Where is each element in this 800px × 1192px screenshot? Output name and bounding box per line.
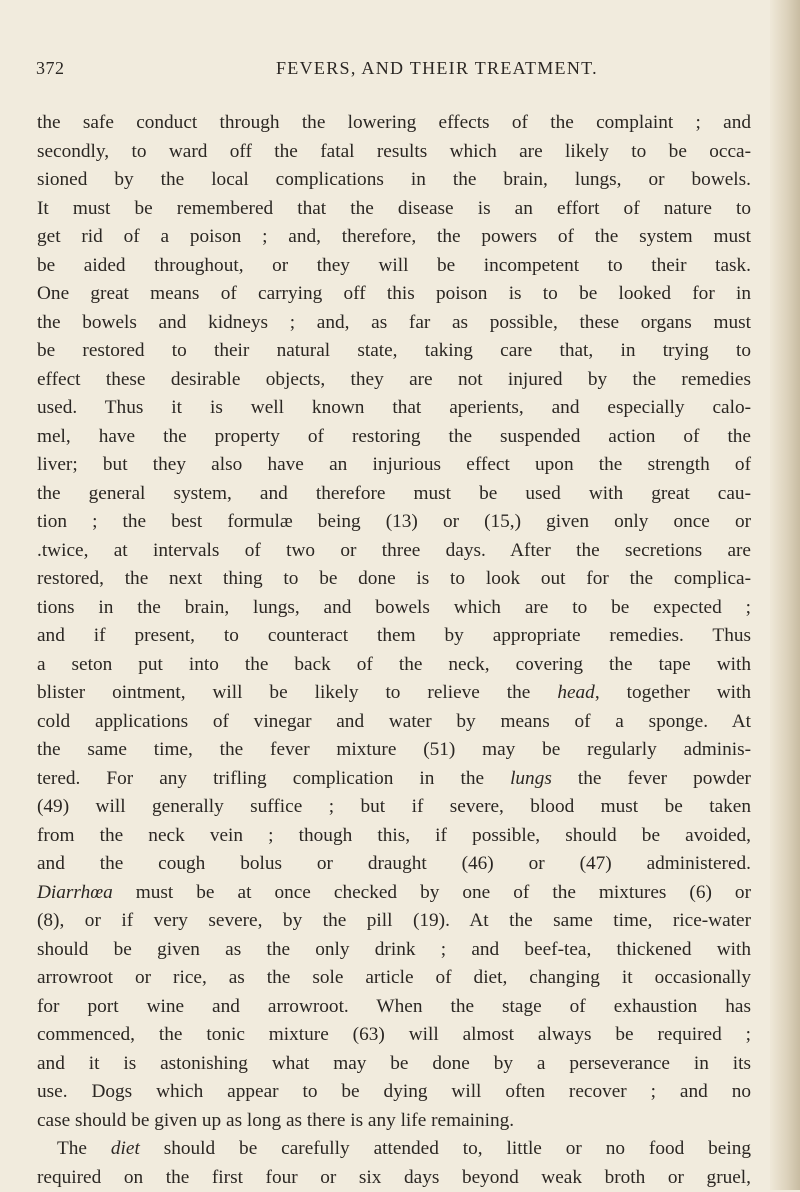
- text-span: the fever powder: [552, 768, 751, 789]
- text-span: One great means of carrying off this poison is to be looked for in: [37, 283, 751, 304]
- italic-text: Diarrhœa: [37, 882, 113, 903]
- text-line: [37, 138, 751, 167]
- text-line: [37, 166, 751, 195]
- text-span: tions in the brain, lungs, and bowels which are to be expected ;: [37, 597, 751, 618]
- text-span: tered. For any trifling complication in the: [37, 768, 510, 789]
- page-edge-shadow: [770, 0, 800, 1190]
- text-span: , together with: [595, 682, 751, 703]
- italic-text: diet: [111, 1138, 140, 1159]
- text-span: and the cough bolus or draught (46) or (47) administered.: [37, 853, 751, 874]
- italic-text: head: [557, 682, 594, 703]
- text-line: [37, 1078, 751, 1107]
- text-span: restored, the next thing to be done is to look out for the complica-: [37, 568, 751, 589]
- text-span: should be carefully attended to, little or no food being: [140, 1138, 751, 1159]
- text-span: be restored to their natural state, taking care that, in trying to: [37, 340, 751, 361]
- text-span: It must be remembered that the disease is an effort of nature to: [37, 198, 751, 219]
- text-span: the general system, and therefore must be used with great cau-: [37, 483, 751, 504]
- text-line: [37, 309, 751, 338]
- text-line: [37, 280, 751, 309]
- text-line: [37, 109, 751, 138]
- text-span: a seton put into the back of the neck, covering the tape with: [37, 654, 751, 675]
- text-span: tion ; the best formulæ being (13) or (15,) given only once or: [37, 511, 751, 532]
- text-line: [37, 252, 751, 281]
- text-span: get rid of a poison ; and, therefore, the powers of the system must: [37, 226, 751, 247]
- text-line: [37, 765, 751, 794]
- text-line: [37, 993, 751, 1022]
- text-span: secondly, to ward off the fatal results which are likely to be occa-: [37, 141, 751, 162]
- text-span: arrowroot or rice, as the sole article of diet, changing it occasionally: [37, 967, 751, 988]
- text-span: commenced, the tonic mixture (63) will almost always be required ;: [37, 1024, 751, 1045]
- text-line: [37, 366, 751, 395]
- text-span: sioned by the local complications in the brain, lungs, or bowels.: [37, 169, 751, 190]
- text-line: [37, 423, 751, 452]
- text-line: [37, 651, 751, 680]
- text-line: [37, 793, 751, 822]
- text-span: and it is astonishing what may be done by a perseverance in its: [37, 1053, 751, 1074]
- text-line: [37, 850, 751, 879]
- running-header: [36, 58, 736, 88]
- text-line: [37, 964, 751, 993]
- text-line: [37, 879, 751, 908]
- text-span: The: [57, 1138, 111, 1159]
- italic-text: lungs: [510, 768, 552, 789]
- page-number: 372: [36, 58, 65, 79]
- text-line: [37, 451, 751, 480]
- text-line: [37, 565, 751, 594]
- text-span: cold applications of vinegar and water by means of a sponge. At: [37, 711, 751, 732]
- text-span: the safe conduct through the lowering effects of the complaint ; and: [37, 112, 751, 133]
- text-span: the same time, the fever mixture (51) may be regularly adminis-: [37, 739, 751, 760]
- text-span: liver; but they also have an injurious effect upon the strength of: [37, 454, 751, 475]
- text-span: and if present, to counteract them by appropriate remedies. Thus: [37, 625, 751, 646]
- text-span: for port wine and arrowroot. When the stage of exhaustion has: [37, 996, 751, 1017]
- body-text: [37, 109, 751, 1192]
- text-span: effect these desirable objects, they are not injured by the remedies: [37, 369, 751, 390]
- text-line: [37, 936, 751, 965]
- text-line: [37, 622, 751, 651]
- text-span: blister ointment, will be likely to relieve the: [37, 682, 557, 703]
- text-span: (8), or if very severe, by the pill (19). At the same time, rice-water: [37, 910, 751, 931]
- text-line: [37, 1050, 751, 1079]
- text-span: use. Dogs which appear to be dying will often recover ; and no: [37, 1081, 751, 1102]
- text-span: used. Thus it is well known that aperients, and especially calo-: [37, 397, 751, 418]
- text-line: [37, 1164, 751, 1192]
- text-line: [37, 223, 751, 252]
- text-line: [37, 594, 751, 623]
- text-line: [37, 708, 751, 737]
- text-line: [37, 195, 751, 224]
- text-line: [37, 1135, 751, 1164]
- text-line: [37, 736, 751, 765]
- text-span: case should be given up as long as there is any life remaining.: [37, 1110, 514, 1131]
- text-span: .twice, at intervals of two or three days. After the secretions are: [37, 540, 751, 561]
- text-line: [37, 337, 751, 366]
- text-line: [37, 907, 751, 936]
- text-span: from the neck vein ; though this, if possible, should be avoided,: [37, 825, 751, 846]
- text-line: [37, 394, 751, 423]
- text-line: [37, 1021, 751, 1050]
- text-line: [37, 822, 751, 851]
- running-title: FEVERS, AND THEIR TREATMENT.: [276, 58, 598, 79]
- text-line: [37, 537, 751, 566]
- text-line: [37, 679, 751, 708]
- text-line: [37, 480, 751, 509]
- text-line: [37, 508, 751, 537]
- text-span: mel, have the property of restoring the suspended action of the: [37, 426, 751, 447]
- text-span: must be at once checked by one of the mixtures (6) or: [113, 882, 751, 903]
- text-line: [37, 1107, 751, 1136]
- text-span: the bowels and kidneys ; and, as far as possible, these organs must: [37, 312, 751, 333]
- text-span: should be given as the only drink ; and beef-tea, thickened with: [37, 939, 751, 960]
- text-span: required on the first four or six days beyond weak broth or gruel,: [37, 1167, 751, 1188]
- text-span: be aided throughout, or they will be incompetent to their task.: [37, 255, 751, 276]
- text-span: (49) will generally suffice ; but if severe, blood must be taken: [37, 796, 751, 817]
